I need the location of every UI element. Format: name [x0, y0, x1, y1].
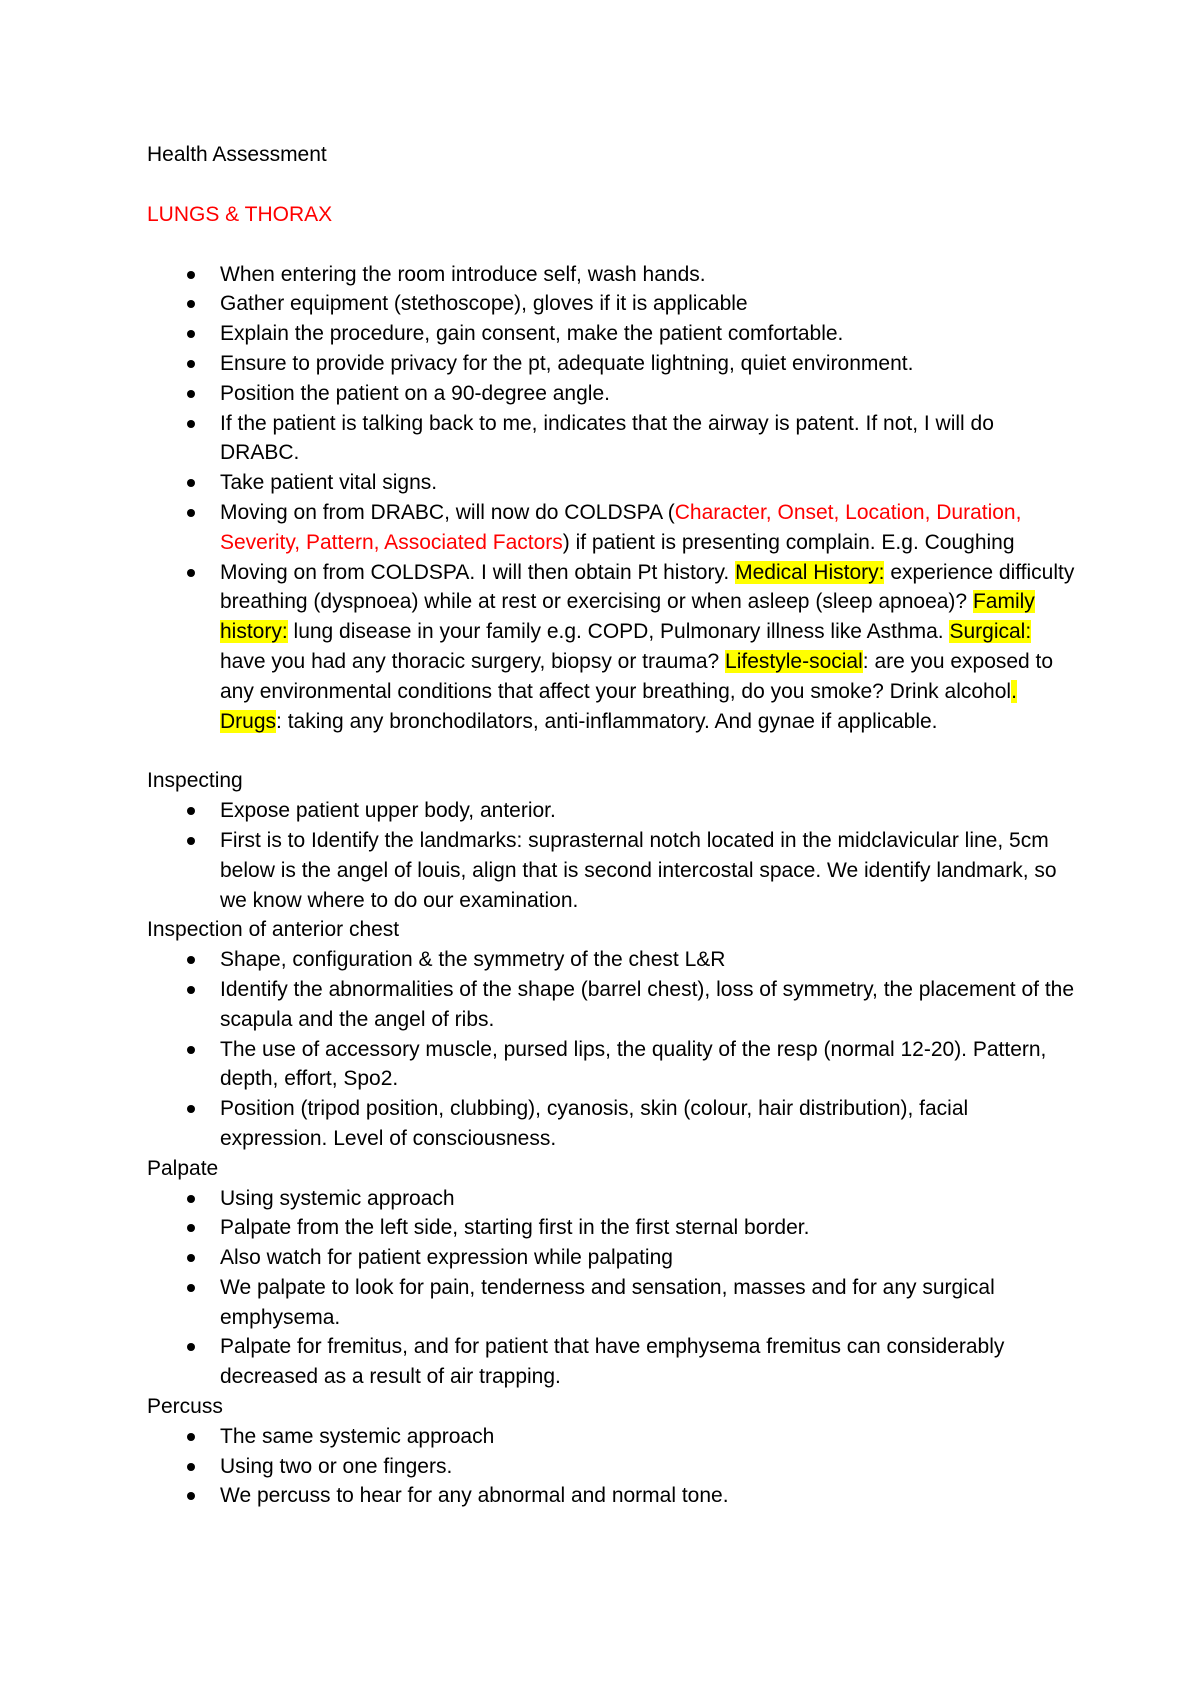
highlight-family-history: Family history: — [220, 590, 1035, 644]
history-text-1: Moving on from COLDSPA. I will then obtain Pt history. — [220, 560, 736, 584]
section-title-lungs-thorax: LUNGS & THORAX — [147, 202, 333, 226]
coldspa-pre: Moving on from DRABC, will now do COLDSPA ( — [220, 500, 675, 524]
history-text-3: lung disease in your family e.g. COPD, Pulmonary illness like Asthma. — [287, 620, 950, 644]
intro-list — [147, 260, 1077, 737]
history-text-6: : taking any bronchodilators, anti-inflammatory. And gynae if applicable. — [276, 709, 938, 733]
list-item: Also watch for patient expression while palpating — [147, 1243, 1077, 1273]
list-item: Take patient vital signs. — [147, 468, 1077, 498]
list-item: The same systemic approach — [147, 1422, 1077, 1452]
history-text-4: have you had any thoracic surgery, biopsy or trauma? — [220, 649, 726, 673]
list-item: We percuss to hear for any abnormal and normal tone. — [147, 1481, 1077, 1511]
list-item: Using systemic approach — [147, 1184, 1077, 1214]
list-item: If the patient is talking back to me, indicates that the airway is patent. If not, I will do DRABC. — [147, 409, 1077, 469]
palpate-list — [147, 1184, 1077, 1393]
list-item: Palpate from the left side, starting first in the first sternal border. — [147, 1213, 1077, 1243]
coldspa-terms: Character, Onset, Location, Duration, Severity, Pattern, Associated Factors — [220, 500, 1022, 554]
heading-inspection-anterior-chest: Inspection of anterior chest — [147, 918, 400, 942]
spacer — [147, 736, 1077, 766]
list-item-history — [147, 558, 1077, 737]
highlight-surgical: Surgical: — [949, 620, 1032, 644]
history-text-5: : are you exposed to any environmental conditions that affect your breathing, do you smoke? Drink alcohol — [220, 649, 1054, 703]
coldspa-post: ) if patient is presenting complain. E.g. Coughing — [562, 530, 1015, 554]
list-item: The use of accessory muscle, pursed lips, the quality of the resp (normal 12-20). Pattern, depth, effort, Spo2. — [147, 1035, 1077, 1095]
list-item: Position (tripod position, clubbing), cyanosis, skin (colour, hair distribution), facial expression. Level of consciousness. — [147, 1094, 1077, 1154]
inspecting-list — [147, 796, 1077, 915]
list-item: Palpate for fremitus, and for patient that have emphysema fremitus can considerably decreased as a result of air trapping. — [147, 1332, 1077, 1392]
list-item: We palpate to look for pain, tenderness and sensation, masses and for any surgical emphysema. — [147, 1273, 1077, 1333]
list-item: First is to Identify the landmarks: suprasternal notch located in the midclavicular line, 5cm below is the angel of louis, align that is second intercostal space. We identify landmark, so we know where to do our examination. — [147, 826, 1077, 915]
inspection-anterior-list — [147, 945, 1077, 1154]
list-item: Gather equipment (stethoscope), gloves if it is applicable — [147, 289, 1077, 319]
highlight-medical-history: Medical History: — [735, 560, 885, 584]
list-item: When entering the room introduce self, wash hands. — [147, 260, 1077, 290]
list-item: Identify the abnormalities of the shape (barrel chest), loss of symmetry, the placement of the scapula and the angel of ribs. — [147, 975, 1077, 1035]
list-item: Shape, configuration & the symmetry of the chest L&R — [147, 945, 1077, 975]
list-item: Explain the procedure, gain consent, make the patient comfortable. — [147, 319, 1077, 349]
list-item-coldspa — [147, 498, 1077, 558]
document-page — [147, 140, 1077, 1511]
list-item: Position the patient on a 90-degree angle. — [147, 379, 1077, 409]
list-item: Expose patient upper body, anterior. — [147, 796, 1077, 826]
percuss-list — [147, 1422, 1077, 1511]
heading-inspecting: Inspecting — [147, 769, 243, 793]
history-text-2: experience difficulty breathing (dyspnoea) while at rest or exercising or when asleep (sleep apnoea)? — [220, 560, 1075, 614]
highlight-drugs: . Drugs — [220, 679, 1017, 733]
highlight-lifestyle-social: Lifestyle-social — [725, 649, 863, 673]
heading-percuss: Percuss — [147, 1395, 223, 1419]
document-title: Health Assessment — [147, 143, 327, 166]
heading-palpate: Palpate — [147, 1156, 219, 1180]
list-item: Ensure to provide privacy for the pt, adequate lightning, quiet environment. — [147, 349, 1077, 379]
list-item: Using two or one fingers. — [147, 1452, 1077, 1482]
